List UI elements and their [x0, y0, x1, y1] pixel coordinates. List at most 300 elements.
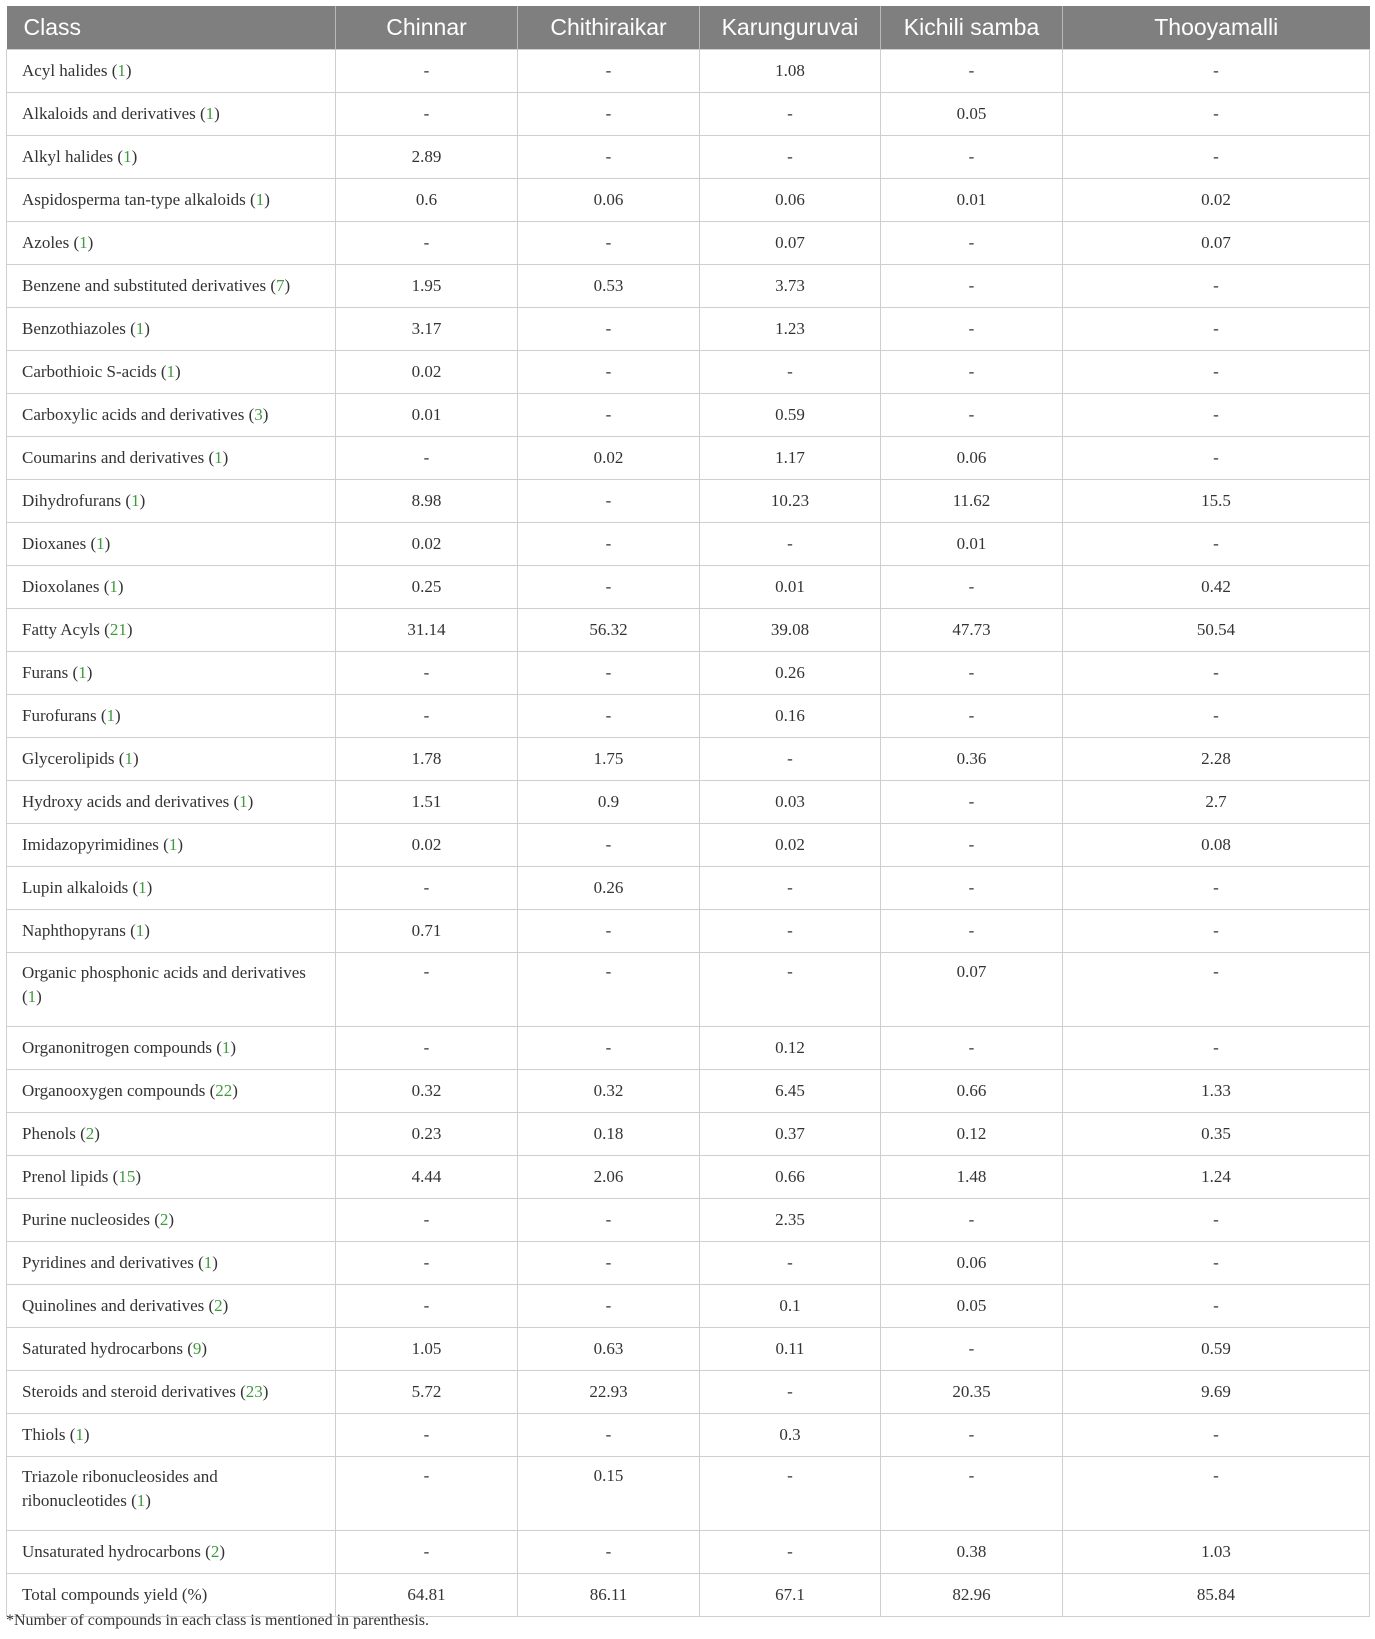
value-cell: 0.59 — [700, 394, 881, 437]
class-name-cell: Benzothiazoles (1) — [7, 308, 336, 351]
value-cell: - — [881, 136, 1063, 179]
compound-count-link: 1 — [79, 233, 88, 252]
class-name-cell: Carbothioic S-acids (1) — [7, 351, 336, 394]
value-cell: 0.42 — [1063, 566, 1370, 609]
value-cell: - — [518, 695, 700, 738]
value-cell: - — [518, 1199, 700, 1242]
class-name-cell: Unsaturated hydrocarbons (2) — [7, 1531, 336, 1574]
value-cell: 0.01 — [700, 566, 881, 609]
class-name: Lupin alkaloids — [22, 878, 129, 897]
value-cell: - — [336, 1531, 518, 1574]
value-cell: - — [518, 652, 700, 695]
class-name-cell: Purine nucleosides (2) — [7, 1199, 336, 1242]
class-name: Dihydrofurans — [22, 491, 122, 510]
compound-count-link: 1 — [106, 706, 116, 725]
value-cell: - — [700, 523, 881, 566]
value-cell: 0.05 — [881, 1285, 1063, 1328]
value-cell: - — [518, 566, 700, 609]
value-cell: 1.17 — [700, 437, 881, 480]
class-name: Thiols — [22, 1425, 66, 1444]
value-cell: 0.07 — [881, 953, 1063, 1027]
table-row — [7, 609, 1370, 652]
value-cell: 22.93 — [518, 1371, 700, 1414]
class-name: Fatty Acyls — [22, 620, 100, 639]
table-row — [7, 1285, 1370, 1328]
class-name: Alkyl halides — [22, 147, 114, 166]
value-cell: 0.07 — [700, 222, 881, 265]
class-name-cell: Thiols (1) — [7, 1414, 336, 1457]
value-cell: 0.66 — [881, 1070, 1063, 1113]
class-name: Quinolines and derivatives — [22, 1296, 205, 1315]
value-cell: - — [881, 652, 1063, 695]
class-name-cell: Organooxygen compounds (22) — [7, 1070, 336, 1113]
compound-count-link: 7 — [276, 276, 285, 295]
class-name-cell: Imidazopyrimidines (1) — [7, 824, 336, 867]
value-cell: 2.7 — [1063, 781, 1370, 824]
table-row — [7, 523, 1370, 566]
value-cell: 0.3 — [700, 1414, 881, 1457]
value-cell: 1.23 — [700, 308, 881, 351]
table-row — [7, 781, 1370, 824]
total-value-cell: 82.96 — [881, 1574, 1063, 1617]
compound-count-link: 1 — [27, 987, 37, 1006]
value-cell: 9.69 — [1063, 1371, 1370, 1414]
value-cell: 15.5 — [1063, 480, 1370, 523]
class-name: Imidazopyrimidines — [22, 835, 159, 854]
value-cell: 0.02 — [700, 824, 881, 867]
class-name-cell: Dioxolanes (1) — [7, 566, 336, 609]
column-header-thooyamalli: Thooyamalli — [1063, 6, 1370, 50]
compound-class-table-container — [6, 6, 1369, 1617]
value-cell: 1.95 — [336, 265, 518, 308]
value-cell: 0.15 — [518, 1457, 700, 1531]
table-row — [7, 93, 1370, 136]
class-name-cell: Fatty Acyls (21) — [7, 609, 336, 652]
table-row — [7, 351, 1370, 394]
value-cell: - — [881, 867, 1063, 910]
class-name: Organonitrogen compounds — [22, 1038, 212, 1057]
value-cell: - — [881, 910, 1063, 953]
column-header-class: Class — [7, 6, 336, 50]
compound-count-link: 1 — [124, 749, 133, 768]
compound-count-link: 1 — [136, 1491, 146, 1510]
class-name-cell: Azoles (1) — [7, 222, 336, 265]
compound-count-link: 2 — [85, 1124, 95, 1143]
value-cell: - — [881, 308, 1063, 351]
value-cell: 0.9 — [518, 781, 700, 824]
value-cell: 0.12 — [881, 1113, 1063, 1156]
table-row — [7, 652, 1370, 695]
total-value-cell: 86.11 — [518, 1574, 700, 1617]
compound-count-link: 2 — [159, 1210, 169, 1229]
value-cell: - — [1063, 1457, 1370, 1531]
value-cell: - — [336, 1199, 518, 1242]
value-cell: - — [881, 695, 1063, 738]
value-cell: - — [336, 1027, 518, 1070]
table-row — [7, 1156, 1370, 1199]
value-cell: - — [700, 1242, 881, 1285]
compound-count-link: 1 — [138, 878, 147, 897]
compound-count-link: 1 — [75, 1425, 84, 1444]
total-label: Total compounds yield (%) — [7, 1574, 336, 1617]
value-cell: - — [881, 222, 1063, 265]
class-name-cell: Organonitrogen compounds (1) — [7, 1027, 336, 1070]
value-cell: 1.33 — [1063, 1070, 1370, 1113]
value-cell: 2.28 — [1063, 738, 1370, 781]
value-cell: - — [700, 1371, 881, 1414]
value-cell: - — [1063, 437, 1370, 480]
class-name: Triazole ribonucleosides and ribonucleotides — [22, 1467, 218, 1510]
value-cell: 0.01 — [881, 523, 1063, 566]
value-cell: 1.51 — [336, 781, 518, 824]
value-cell: 1.03 — [1063, 1531, 1370, 1574]
value-cell: 1.78 — [336, 738, 518, 781]
value-cell: - — [1063, 910, 1370, 953]
value-cell: - — [518, 50, 700, 93]
value-cell: - — [1063, 953, 1370, 1027]
value-cell: - — [518, 136, 700, 179]
class-name-cell: Furofurans (1) — [7, 695, 336, 738]
column-header-chinnar: Chinnar — [336, 6, 518, 50]
value-cell: 0.02 — [1063, 179, 1370, 222]
value-cell: - — [1063, 136, 1370, 179]
compound-count-link: 1 — [214, 448, 223, 467]
table-row — [7, 308, 1370, 351]
value-cell: - — [336, 652, 518, 695]
value-cell: - — [1063, 1199, 1370, 1242]
table-row — [7, 1070, 1370, 1113]
class-name-cell: Glycerolipids (1) — [7, 738, 336, 781]
value-cell: 0.59 — [1063, 1328, 1370, 1371]
table-row — [7, 437, 1370, 480]
value-cell: 0.02 — [336, 824, 518, 867]
compound-count-link: 1 — [239, 792, 248, 811]
class-name: Furans — [22, 663, 69, 682]
total-value-cell: 85.84 — [1063, 1574, 1370, 1617]
value-cell: 0.35 — [1063, 1113, 1370, 1156]
value-cell: 20.35 — [881, 1371, 1063, 1414]
value-cell: 11.62 — [881, 480, 1063, 523]
value-cell: - — [518, 222, 700, 265]
value-cell: - — [518, 1285, 700, 1328]
compound-count-link: 2 — [210, 1542, 220, 1561]
value-cell: - — [1063, 523, 1370, 566]
total-value-cell: 67.1 — [700, 1574, 881, 1617]
class-name-cell: Acyl halides (1) — [7, 50, 336, 93]
class-name-cell: Dihydrofurans (1) — [7, 480, 336, 523]
class-name: Acyl halides — [22, 61, 108, 80]
value-cell: 0.12 — [700, 1027, 881, 1070]
class-name-cell: Naphthopyrans (1) — [7, 910, 336, 953]
value-cell: 0.6 — [336, 179, 518, 222]
value-cell: - — [518, 523, 700, 566]
value-cell: - — [881, 50, 1063, 93]
value-cell: - — [1063, 308, 1370, 351]
compound-count-link: 3 — [254, 405, 263, 424]
table-header-row — [7, 6, 1370, 50]
class-name: Alkaloids and derivatives — [22, 104, 196, 123]
value-cell: 0.16 — [700, 695, 881, 738]
table-row — [7, 480, 1370, 523]
value-cell: - — [1063, 1242, 1370, 1285]
value-cell: - — [336, 695, 518, 738]
value-cell: 0.06 — [700, 179, 881, 222]
table-row — [7, 695, 1370, 738]
column-header-karunguruvai: Karunguruvai — [700, 6, 881, 50]
value-cell: - — [336, 953, 518, 1027]
value-cell: 0.08 — [1063, 824, 1370, 867]
compound-class-table — [6, 6, 1370, 1617]
value-cell: - — [518, 1027, 700, 1070]
value-cell: - — [881, 1027, 1063, 1070]
value-cell: - — [1063, 652, 1370, 695]
class-name: Purine nucleosides — [22, 1210, 150, 1229]
value-cell: - — [881, 1457, 1063, 1531]
table-row — [7, 222, 1370, 265]
value-cell: 10.23 — [700, 480, 881, 523]
value-cell: 0.66 — [700, 1156, 881, 1199]
compound-count-link: 1 — [117, 61, 126, 80]
class-name-cell: Steroids and steroid derivatives (23) — [7, 1371, 336, 1414]
class-name: Saturated hydrocarbons — [22, 1339, 183, 1358]
table-footnote: *Number of compounds in each class is mentioned in parenthesis. — [6, 1612, 430, 1629]
value-cell: 5.72 — [336, 1371, 518, 1414]
value-cell: 0.05 — [881, 93, 1063, 136]
table-row — [7, 1457, 1370, 1531]
value-cell: 8.98 — [336, 480, 518, 523]
value-cell: 0.02 — [336, 351, 518, 394]
value-cell: - — [700, 351, 881, 394]
value-cell: - — [518, 1414, 700, 1457]
compound-count-link: 1 — [205, 104, 215, 123]
value-cell: - — [1063, 93, 1370, 136]
compound-count-link: 1 — [203, 1253, 213, 1272]
value-cell: - — [336, 222, 518, 265]
value-cell: - — [700, 867, 881, 910]
value-cell: - — [518, 308, 700, 351]
compound-count-link: 1 — [255, 190, 265, 209]
class-name: Naphthopyrans — [22, 921, 126, 940]
value-cell: 0.63 — [518, 1328, 700, 1371]
value-cell: - — [881, 824, 1063, 867]
value-cell: 2.06 — [518, 1156, 700, 1199]
compound-count-link: 1 — [131, 491, 140, 510]
table-row — [7, 910, 1370, 953]
compound-count-link: 2 — [214, 1296, 223, 1315]
value-cell: 1.08 — [700, 50, 881, 93]
table-row — [7, 1371, 1370, 1414]
table-row — [7, 953, 1370, 1027]
value-cell: - — [881, 265, 1063, 308]
value-cell: 0.07 — [1063, 222, 1370, 265]
value-cell: 0.36 — [881, 738, 1063, 781]
compound-count-link: 1 — [109, 577, 118, 596]
value-cell: - — [518, 1531, 700, 1574]
class-name-cell: Hydroxy acids and derivatives (1) — [7, 781, 336, 824]
value-cell: - — [1063, 867, 1370, 910]
class-name-cell: Carboxylic acids and derivatives (3) — [7, 394, 336, 437]
value-cell: 0.26 — [700, 652, 881, 695]
value-cell: - — [700, 1531, 881, 1574]
value-cell: - — [336, 1242, 518, 1285]
class-name-cell: Saturated hydrocarbons (9) — [7, 1328, 336, 1371]
value-cell: - — [1063, 1414, 1370, 1457]
class-name-cell: Prenol lipids (15) — [7, 1156, 336, 1199]
class-name-cell: Organic phosphonic acids and derivatives (1) — [7, 953, 336, 1027]
value-cell: 0.38 — [881, 1531, 1063, 1574]
value-cell: - — [1063, 394, 1370, 437]
value-cell: - — [336, 93, 518, 136]
class-name-cell: Quinolines and derivatives (2) — [7, 1285, 336, 1328]
class-name: Coumarins and derivatives — [22, 448, 205, 467]
value-cell: 0.11 — [700, 1328, 881, 1371]
value-cell: 1.48 — [881, 1156, 1063, 1199]
table-row — [7, 1531, 1370, 1574]
value-cell: - — [700, 738, 881, 781]
table-row — [7, 867, 1370, 910]
class-name: Pyridines and derivatives — [22, 1253, 194, 1272]
value-cell: - — [700, 953, 881, 1027]
class-name: Carboxylic acids and derivatives — [22, 405, 245, 424]
compound-count-link: 1 — [221, 1038, 231, 1057]
value-cell: - — [518, 351, 700, 394]
class-name-cell: Alkyl halides (1) — [7, 136, 336, 179]
value-cell: - — [700, 136, 881, 179]
class-name-cell: Coumarins and derivatives (1) — [7, 437, 336, 480]
value-cell: - — [336, 1285, 518, 1328]
compound-count-link: 22 — [215, 1081, 233, 1100]
value-cell: - — [518, 953, 700, 1027]
value-cell: - — [700, 910, 881, 953]
value-cell: 0.53 — [518, 265, 700, 308]
compound-count-link: 1 — [166, 362, 175, 381]
class-name: Unsaturated hydrocarbons — [22, 1542, 201, 1561]
value-cell: 0.03 — [700, 781, 881, 824]
class-name: Organic phosphonic acids and derivatives — [22, 963, 306, 982]
value-cell: 0.37 — [700, 1113, 881, 1156]
compound-count-link: 21 — [109, 620, 127, 639]
value-cell: - — [700, 93, 881, 136]
value-cell: 39.08 — [700, 609, 881, 652]
class-name: Carbothioic S-acids — [22, 362, 157, 381]
value-cell: - — [518, 394, 700, 437]
table-row — [7, 1199, 1370, 1242]
table-row — [7, 1414, 1370, 1457]
table-row — [7, 824, 1370, 867]
table-row — [7, 394, 1370, 437]
value-cell: 6.45 — [700, 1070, 881, 1113]
class-name: Dioxanes — [22, 534, 87, 553]
value-cell: 1.05 — [336, 1328, 518, 1371]
value-cell: 2.35 — [700, 1199, 881, 1242]
value-cell: 0.01 — [881, 179, 1063, 222]
compound-count-link: 15 — [118, 1167, 136, 1186]
value-cell: - — [1063, 50, 1370, 93]
value-cell: - — [336, 437, 518, 480]
table-row — [7, 1328, 1370, 1371]
value-cell: - — [881, 1328, 1063, 1371]
value-cell: - — [881, 781, 1063, 824]
value-cell: - — [881, 1414, 1063, 1457]
value-cell: 1.75 — [518, 738, 700, 781]
value-cell: - — [1063, 695, 1370, 738]
compound-count-link: 1 — [96, 534, 105, 553]
value-cell: 0.01 — [336, 394, 518, 437]
value-cell: - — [881, 394, 1063, 437]
value-cell: 0.02 — [336, 523, 518, 566]
class-name-cell: Lupin alkaloids (1) — [7, 867, 336, 910]
column-header-chithiraikar: Chithiraikar — [518, 6, 700, 50]
value-cell: 0.32 — [336, 1070, 518, 1113]
class-name: Hydroxy acids and derivatives — [22, 792, 230, 811]
class-name-cell: Aspidosperma tan-type alkaloids (1) — [7, 179, 336, 222]
compound-count-link: 1 — [168, 835, 178, 854]
class-name-cell: Pyridines and derivatives (1) — [7, 1242, 336, 1285]
class-name: Steroids and steroid derivatives — [22, 1382, 236, 1401]
class-name: Benzothiazoles — [22, 319, 126, 338]
table-row — [7, 1113, 1370, 1156]
table-row — [7, 136, 1370, 179]
class-name: Azoles — [22, 233, 70, 252]
class-name-cell: Benzene and substituted derivatives (7) — [7, 265, 336, 308]
value-cell: - — [336, 867, 518, 910]
compound-count-link: 1 — [123, 147, 132, 166]
compound-count-link: 1 — [135, 921, 145, 940]
value-cell: 0.06 — [518, 179, 700, 222]
class-name-cell: Alkaloids and derivatives (1) — [7, 93, 336, 136]
column-header-kichili-samba: Kichili samba — [881, 6, 1063, 50]
class-name-cell: Furans (1) — [7, 652, 336, 695]
value-cell: 2.89 — [336, 136, 518, 179]
value-cell: 0.26 — [518, 867, 700, 910]
value-cell: 0.06 — [881, 1242, 1063, 1285]
value-cell: 3.73 — [700, 265, 881, 308]
class-name: Benzene and substituted derivatives — [22, 276, 267, 295]
value-cell: - — [700, 1457, 881, 1531]
class-name: Dioxolanes — [22, 577, 100, 596]
value-cell: - — [1063, 1027, 1370, 1070]
table-row — [7, 566, 1370, 609]
total-value-cell: 64.81 — [336, 1574, 518, 1617]
value-cell: 0.71 — [336, 910, 518, 953]
value-cell: - — [336, 1414, 518, 1457]
value-cell: - — [881, 566, 1063, 609]
value-cell: - — [1063, 265, 1370, 308]
table-row — [7, 179, 1370, 222]
total-row — [7, 1574, 1370, 1617]
value-cell: - — [336, 50, 518, 93]
table-body — [7, 50, 1370, 1617]
value-cell: 47.73 — [881, 609, 1063, 652]
value-cell: - — [881, 1199, 1063, 1242]
value-cell: 0.23 — [336, 1113, 518, 1156]
value-cell: - — [1063, 351, 1370, 394]
value-cell: - — [1063, 1285, 1370, 1328]
compound-count-link: 23 — [245, 1382, 263, 1401]
value-cell: 0.32 — [518, 1070, 700, 1113]
value-cell: 0.1 — [700, 1285, 881, 1328]
class-name: Phenols — [22, 1124, 76, 1143]
class-name-cell: Dioxanes (1) — [7, 523, 336, 566]
table-row — [7, 738, 1370, 781]
table-row — [7, 265, 1370, 308]
value-cell: 3.17 — [336, 308, 518, 351]
class-name-cell: Phenols (2) — [7, 1113, 336, 1156]
value-cell: 4.44 — [336, 1156, 518, 1199]
table-row — [7, 1242, 1370, 1285]
value-cell: - — [518, 480, 700, 523]
class-name: Prenol lipids — [22, 1167, 109, 1186]
